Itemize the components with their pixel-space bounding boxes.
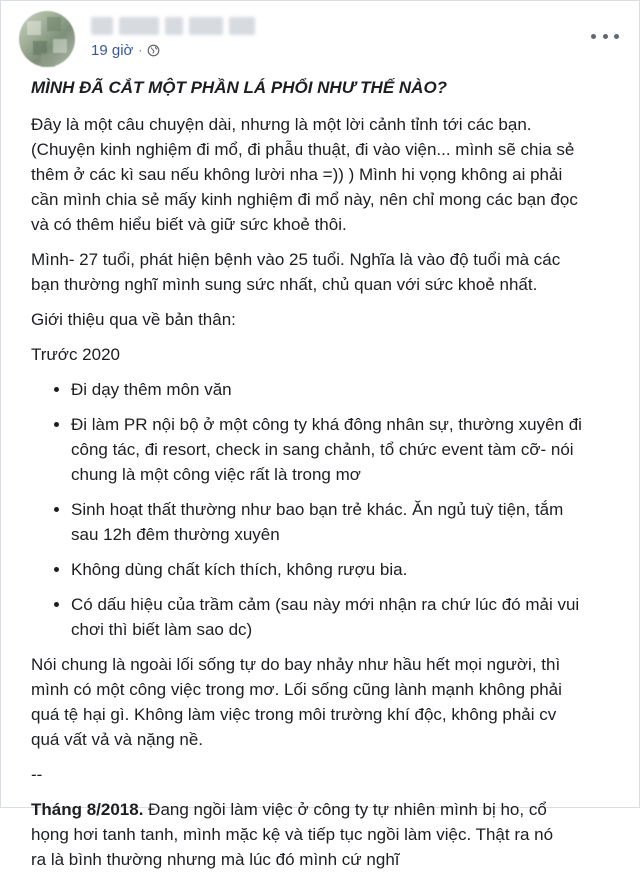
story-paragraph	[31, 797, 627, 872]
post-meta	[91, 41, 160, 59]
list-item: • Đi làm PR nội bộ ở một công ty khá đông nhân sự, thường xuyên đi công tác, đi resort, check in sang chảnh, tổ chức event tàm cỡ- nói chung là một công việc rất là trong mơ	[71, 412, 627, 487]
self-intro-paragraph: Giới thiệu qua về bản thân:	[31, 310, 236, 329]
post-timestamp[interactable]: 19 giờ	[91, 41, 134, 59]
post-title: MÌNH ĐÃ CẮT MỘT PHẦN LÁ PHỔI NHƯ THẾ NÀO?	[31, 78, 448, 97]
list-item: • Có dấu hiệu của trầm cảm (sau này mới nhận ra chứ lúc đó mải vui chơi thì biết làm sao dc)	[71, 592, 627, 642]
meta-separator: ·	[138, 43, 143, 57]
author-name-redacted[interactable]	[91, 17, 291, 37]
story-date: Tháng 8/2018.	[31, 800, 144, 819]
divider: --	[31, 765, 43, 784]
list-item: • Đi dạy thêm môn văn	[71, 377, 627, 402]
post-body	[31, 75, 627, 882]
avatar[interactable]	[19, 11, 75, 67]
age-paragraph: Mình- 27 tuổi, phát hiện bệnh vào 25 tuổi. Nghĩa là vào độ tuổi mà các bạn thường nghĩ mình sung sức nhất, chủ quan với sức khoẻ nhất.	[31, 250, 561, 294]
intro-paragraph: Đây là một câu chuyện dài, nhưng là một lời cảnh tỉnh tới các bạn. (Chuyện kinh nghiệm đi mổ, đi phẫu thuật, đi vào viện... mình sẽ chia sẻ thêm ở các kì sau nếu không lười nha =)) ) Mình hi vọng không ai phải cần mình chia sẻ mấy kinh nghiệm đi mổ này, nên chỉ mong các bạn đọc và có thêm hiểu biết và giữ sức khoẻ thôi.	[31, 115, 578, 234]
globe-icon[interactable]	[147, 44, 160, 57]
before-2020-heading: Trước 2020	[31, 345, 120, 364]
post-header	[19, 11, 625, 69]
story-text: Đang ngồi làm việc ở công ty tự nhiên mình bị ho, cổ họng hơi tanh tanh, mình mặc kệ và tiếp tục ngồi làm việc. Thật ra nó ra là bình thường nhưng mà lúc đó mình cứ nghĩ	[31, 800, 554, 869]
more-options-icon[interactable]	[591, 29, 619, 43]
list-item: • Sinh hoạt thất thường như bao bạn trẻ khác. Ăn ngủ tuỳ tiện, tắm sau 12h đêm thường xuyên	[71, 497, 627, 547]
summary-paragraph: Nói chung là ngoài lối sống tự do bay nhảy như hầu hết mọi người, thì mình có một công việc trong mơ. Lối sống cũng lành mạnh không phải quá tệ hại gì. Không làm việc trong môi trường khí độc, không phải cv quá vất vả và nặng nề.	[31, 655, 562, 749]
bullet-list	[31, 377, 627, 642]
list-item: • Không dùng chất kích thích, không rượu bia.	[71, 557, 627, 582]
